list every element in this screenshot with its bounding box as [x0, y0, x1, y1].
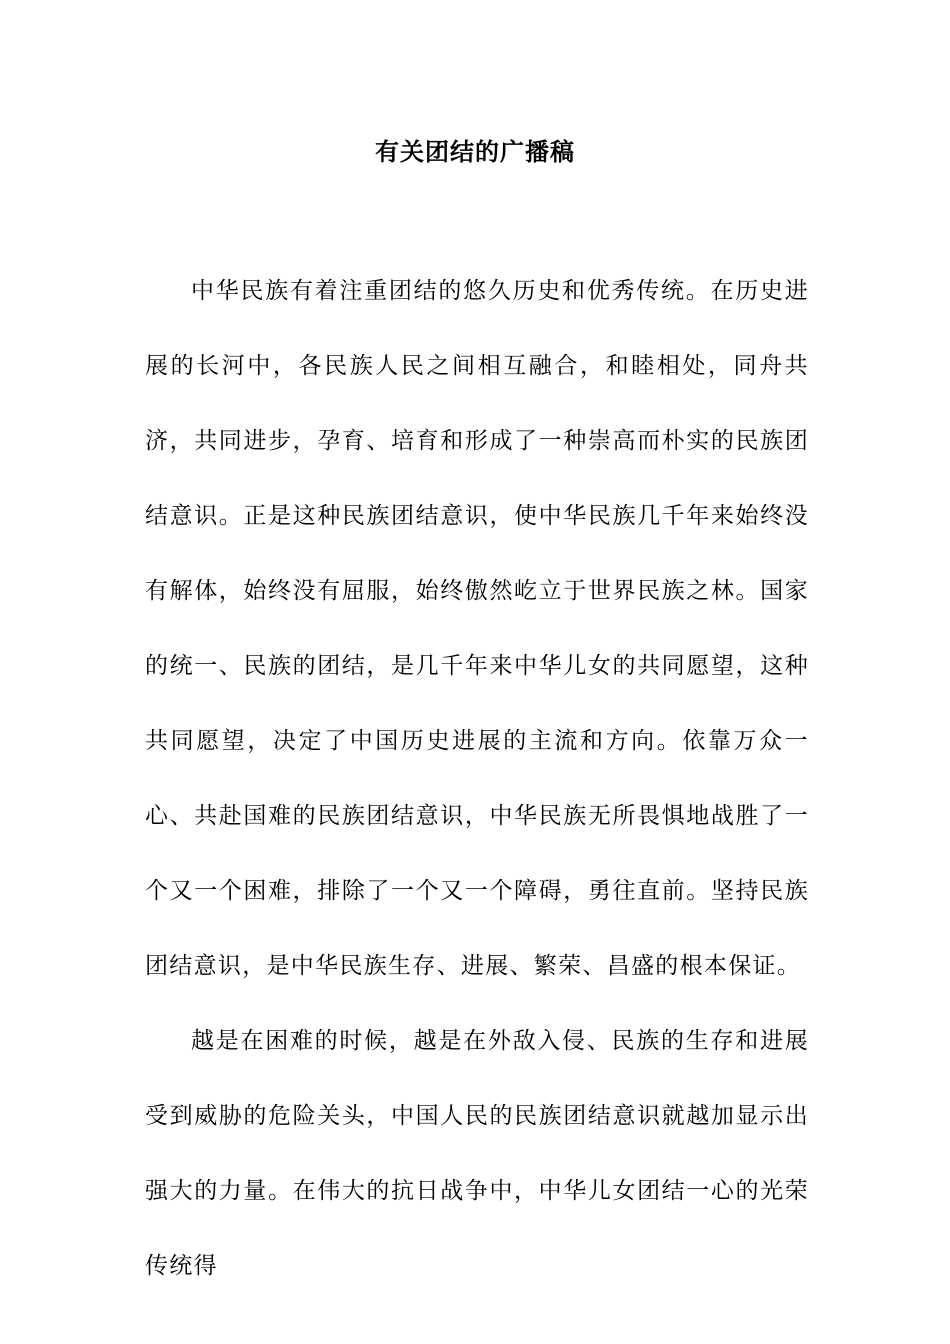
document-title: 有关团结的广播稿	[375, 137, 575, 166]
paragraph-2: 越是在困难的时候，越是在外敌入侵、民族的生存和进展受到威胁的危险关头，中国人民的民族团结意识就越加显示出强大的力量。在伟大的抗日战争中，中华儿女团结一心的光荣传统得	[145, 1028, 809, 1279]
document-body	[145, 254, 809, 1304]
paragraph-1: 中华民族有着注重团结的悠久历史和优秀传统。在历史进展的长河中，各民族人民之间相互融合，和睦相处，同舟共济，共同进步，孕育、培育和形成了一种崇高而朴实的民族团结意识。正是这种民族团结意识，使中华民族几千年来始终没有解体，始终没有屈服，始终傲然屹立于世界民族之林。国家的统一、民族的团结，是几千年来中华儿女的共同愿望，这种共同愿望，决定了中国历史进展的主流和方向。依靠万众一心、共赴国难的民族团结意识，中华民族无所畏惧地战胜了一个又一个困难，排除了一个又一个障碍，勇往直前。坚持民族团结意识，是中华民族生存、进展、繁荣、昌盛的根本保证。	[145, 278, 809, 979]
